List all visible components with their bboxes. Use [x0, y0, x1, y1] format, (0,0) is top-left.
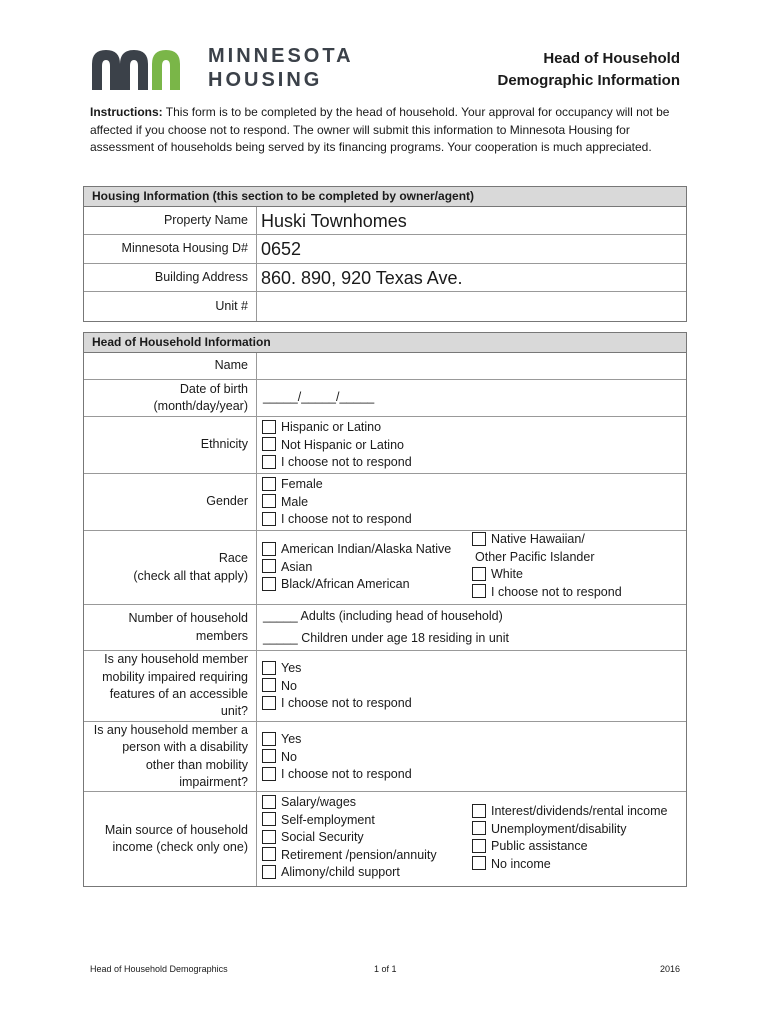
- mh-number-row: [84, 235, 686, 264]
- income-label-line1: Main source of household: [104, 822, 248, 837]
- option-label: I choose not to respond: [281, 696, 412, 710]
- race-option[interactable]: [472, 584, 622, 602]
- members-label-line1: Number of household: [128, 611, 248, 626]
- logo-wordmark: [208, 44, 354, 92]
- option-label: Black/African American: [281, 577, 410, 591]
- income-option[interactable]: [262, 864, 437, 882]
- household-members-label: [84, 605, 257, 650]
- dob-row: [84, 380, 686, 417]
- footer-page-number: 1 of 1: [374, 964, 397, 974]
- race-label-line1: Race: [218, 551, 248, 566]
- race-option[interactable]: [472, 566, 622, 584]
- checkbox[interactable]: [472, 856, 486, 870]
- name-label: Name: [84, 353, 257, 379]
- checkbox[interactable]: [262, 812, 276, 826]
- checkbox[interactable]: [262, 732, 276, 746]
- building-address-field[interactable]: 860. 890, 920 Texas Ave.: [261, 268, 463, 288]
- property-name-row: [84, 207, 686, 235]
- option-label: Self-employment: [281, 812, 375, 827]
- name-row: [84, 353, 686, 380]
- mobility-label-line: unit?: [220, 704, 248, 719]
- checkbox[interactable]: [262, 577, 276, 591]
- option-label: Salary/wages: [281, 795, 357, 809]
- mh-number-field[interactable]: 0652: [261, 239, 302, 259]
- logo-mn-mark-icon: [90, 44, 202, 94]
- document-title: [497, 48, 680, 92]
- checkbox[interactable]: [472, 567, 486, 581]
- option-label: Unemployment/disability: [491, 821, 627, 836]
- ethnicity-label: Ethnicity: [84, 417, 257, 473]
- race-option[interactable]: [472, 531, 622, 549]
- household-members-row: [84, 605, 686, 651]
- income-option[interactable]: [262, 812, 437, 830]
- option-label: No: [281, 749, 297, 764]
- checkbox[interactable]: [262, 455, 276, 469]
- option-label: Not Hispanic or Latino: [281, 437, 404, 452]
- income-option[interactable]: [472, 856, 667, 874]
- instructions-label: Instructions:: [90, 105, 163, 119]
- checkbox[interactable]: [262, 865, 276, 879]
- race-options-left: [262, 541, 451, 594]
- checkbox[interactable]: [262, 767, 276, 781]
- mh-number-label: Minnesota Housing D#: [84, 235, 257, 263]
- race-option-continued: [472, 549, 622, 567]
- option-label: Female: [281, 477, 323, 491]
- hoh-info-table: [83, 332, 687, 887]
- checkbox[interactable]: [262, 420, 276, 434]
- unit-field[interactable]: [257, 292, 686, 321]
- disability-option[interactable]: [262, 731, 412, 749]
- title-line-2: Demographic Information: [497, 72, 680, 89]
- income-option[interactable]: [472, 838, 667, 856]
- income-option[interactable]: [262, 847, 437, 865]
- option-label: Native Hawaiian/: [491, 532, 585, 546]
- gender-option[interactable]: [262, 511, 412, 529]
- title-line-1: Head of Household: [543, 50, 680, 67]
- disability-option[interactable]: [262, 766, 412, 784]
- race-options-right: [472, 531, 622, 601]
- disability-label: [84, 722, 257, 791]
- option-label: Social Security: [281, 830, 364, 844]
- option-label: White: [491, 567, 523, 581]
- dob-label-line1: Date of birth: [179, 381, 248, 396]
- mobility-label-line: Is any household member: [104, 652, 248, 667]
- children-count[interactable]: _____ Children under age 18 residing in unit: [263, 631, 510, 645]
- mobility-option[interactable]: [262, 660, 412, 678]
- option-label: Public assistance: [491, 839, 588, 853]
- mobility-label-line: mobility impaired requiring: [102, 669, 248, 684]
- mobility-options: [262, 660, 412, 713]
- race-option[interactable]: [262, 541, 451, 559]
- income-option[interactable]: [472, 803, 667, 821]
- dob-field[interactable]: [257, 380, 686, 416]
- gender-option[interactable]: [262, 476, 412, 494]
- checkbox[interactable]: [262, 795, 276, 809]
- income-option[interactable]: [262, 829, 437, 847]
- minnesota-housing-logo: [90, 44, 380, 94]
- checkbox[interactable]: [262, 696, 276, 710]
- gender-row: [84, 474, 686, 531]
- unit-label: Unit #: [84, 292, 257, 321]
- hoh-info-heading: Head of Household Information: [84, 333, 686, 353]
- ethnicity-option[interactable]: [262, 419, 412, 437]
- disability-option[interactable]: [262, 749, 412, 767]
- housing-info-heading: Housing Information (this section to be completed by owner/agent): [84, 187, 686, 207]
- logo-line-2: HOUSING: [208, 69, 323, 91]
- property-name-label: Property Name: [84, 207, 257, 234]
- option-label: No income: [491, 856, 551, 871]
- checkbox[interactable]: [262, 847, 276, 861]
- checkbox[interactable]: [472, 821, 486, 835]
- disability-row: [84, 722, 686, 792]
- unit-row: [84, 292, 686, 321]
- option-label: Yes: [281, 661, 302, 675]
- income-option[interactable]: [262, 794, 437, 812]
- option-label: Alimony/child support: [281, 865, 400, 879]
- mobility-option[interactable]: [262, 695, 412, 713]
- checkbox[interactable]: [472, 532, 486, 546]
- income-options-left: [262, 794, 437, 882]
- gender-label: Gender: [84, 474, 257, 530]
- option-label: Asian: [281, 559, 313, 574]
- logo-line-1: MINNESOTA: [208, 45, 354, 67]
- dob-label: [84, 380, 257, 416]
- option-label: American Indian/Alaska Native: [281, 542, 452, 556]
- mobility-option[interactable]: [262, 678, 412, 696]
- option-label: I choose not to respond: [281, 455, 412, 469]
- option-label: Yes: [281, 732, 302, 746]
- ethnicity-option[interactable]: [262, 437, 412, 455]
- property-name-field[interactable]: Huski Townhomes: [261, 211, 407, 231]
- checkbox[interactable]: [262, 542, 276, 556]
- disability-label-line: other than mobility: [145, 757, 248, 772]
- option-label: I choose not to respond: [281, 767, 412, 781]
- race-option[interactable]: [262, 576, 451, 594]
- option-label: No: [281, 678, 297, 693]
- checkbox[interactable]: [262, 678, 276, 692]
- disability-label-line: person with a disability: [122, 740, 248, 755]
- housing-info-table: [83, 186, 687, 322]
- checkbox[interactable]: [262, 477, 276, 491]
- checkbox[interactable]: [262, 512, 276, 526]
- building-address-row: [84, 264, 686, 292]
- mobility-row: [84, 651, 686, 722]
- option-label: Retirement /pension/annuity: [281, 847, 437, 862]
- instructions-text: This form is to be completed by the head of household. Your approval for occupancy will not be affected if you choose not to respond. The owner will submit this information to Minnesota Housing for assessment of households being served by its financing programs. Your cooperation is much appreciated.: [90, 105, 670, 155]
- checkbox[interactable]: [262, 749, 276, 763]
- checkbox[interactable]: [472, 584, 486, 598]
- race-option[interactable]: [262, 559, 451, 577]
- checkbox[interactable]: [472, 804, 486, 818]
- income-label-line2: income (check only one): [112, 840, 248, 854]
- checkbox[interactable]: [262, 494, 276, 508]
- mobility-label: [84, 651, 257, 721]
- option-label: I choose not to respond: [281, 512, 412, 526]
- option-label: Interest/dividends/rental income: [491, 804, 668, 818]
- race-row: [84, 531, 686, 605]
- footer-year: 2016: [660, 964, 681, 974]
- disability-label-line: impairment?: [179, 774, 248, 789]
- gender-options: [262, 476, 412, 529]
- ethnicity-options: [262, 419, 412, 472]
- members-label-line2: members: [195, 628, 248, 643]
- checkbox[interactable]: [472, 839, 486, 853]
- option-label: I choose not to respond: [491, 584, 622, 599]
- gender-option[interactable]: [262, 494, 412, 512]
- disability-options: [262, 731, 412, 784]
- race-label-line2: (check all that apply): [133, 568, 248, 583]
- income-row: [84, 792, 686, 886]
- mobility-label-line: features of an accessible: [109, 687, 248, 701]
- instructions: [90, 104, 685, 157]
- income-option[interactable]: [472, 821, 667, 839]
- building-address-label: Building Address: [84, 264, 257, 291]
- footer-doc-name: Head of Household Demographics: [90, 964, 228, 974]
- dob-blank: _____/_____/_____: [263, 390, 375, 404]
- income-options-right: [472, 803, 667, 873]
- ethnicity-row: [84, 417, 686, 474]
- option-label: Male: [281, 494, 309, 509]
- checkbox[interactable]: [262, 559, 276, 573]
- name-field[interactable]: [257, 353, 686, 379]
- checkbox[interactable]: [262, 661, 276, 675]
- dob-label-line2: (month/day/year): [153, 399, 248, 413]
- adults-count[interactable]: _____ Adults (including head of household): [263, 609, 503, 623]
- checkbox[interactable]: [262, 437, 276, 451]
- option-label: Other Pacific Islander: [475, 549, 595, 564]
- checkbox[interactable]: [262, 830, 276, 844]
- option-label: Hispanic or Latino: [281, 420, 382, 434]
- ethnicity-option[interactable]: [262, 454, 412, 472]
- income-label: [84, 792, 257, 886]
- disability-label-line: Is any household member a: [93, 722, 248, 737]
- race-label: [84, 531, 257, 604]
